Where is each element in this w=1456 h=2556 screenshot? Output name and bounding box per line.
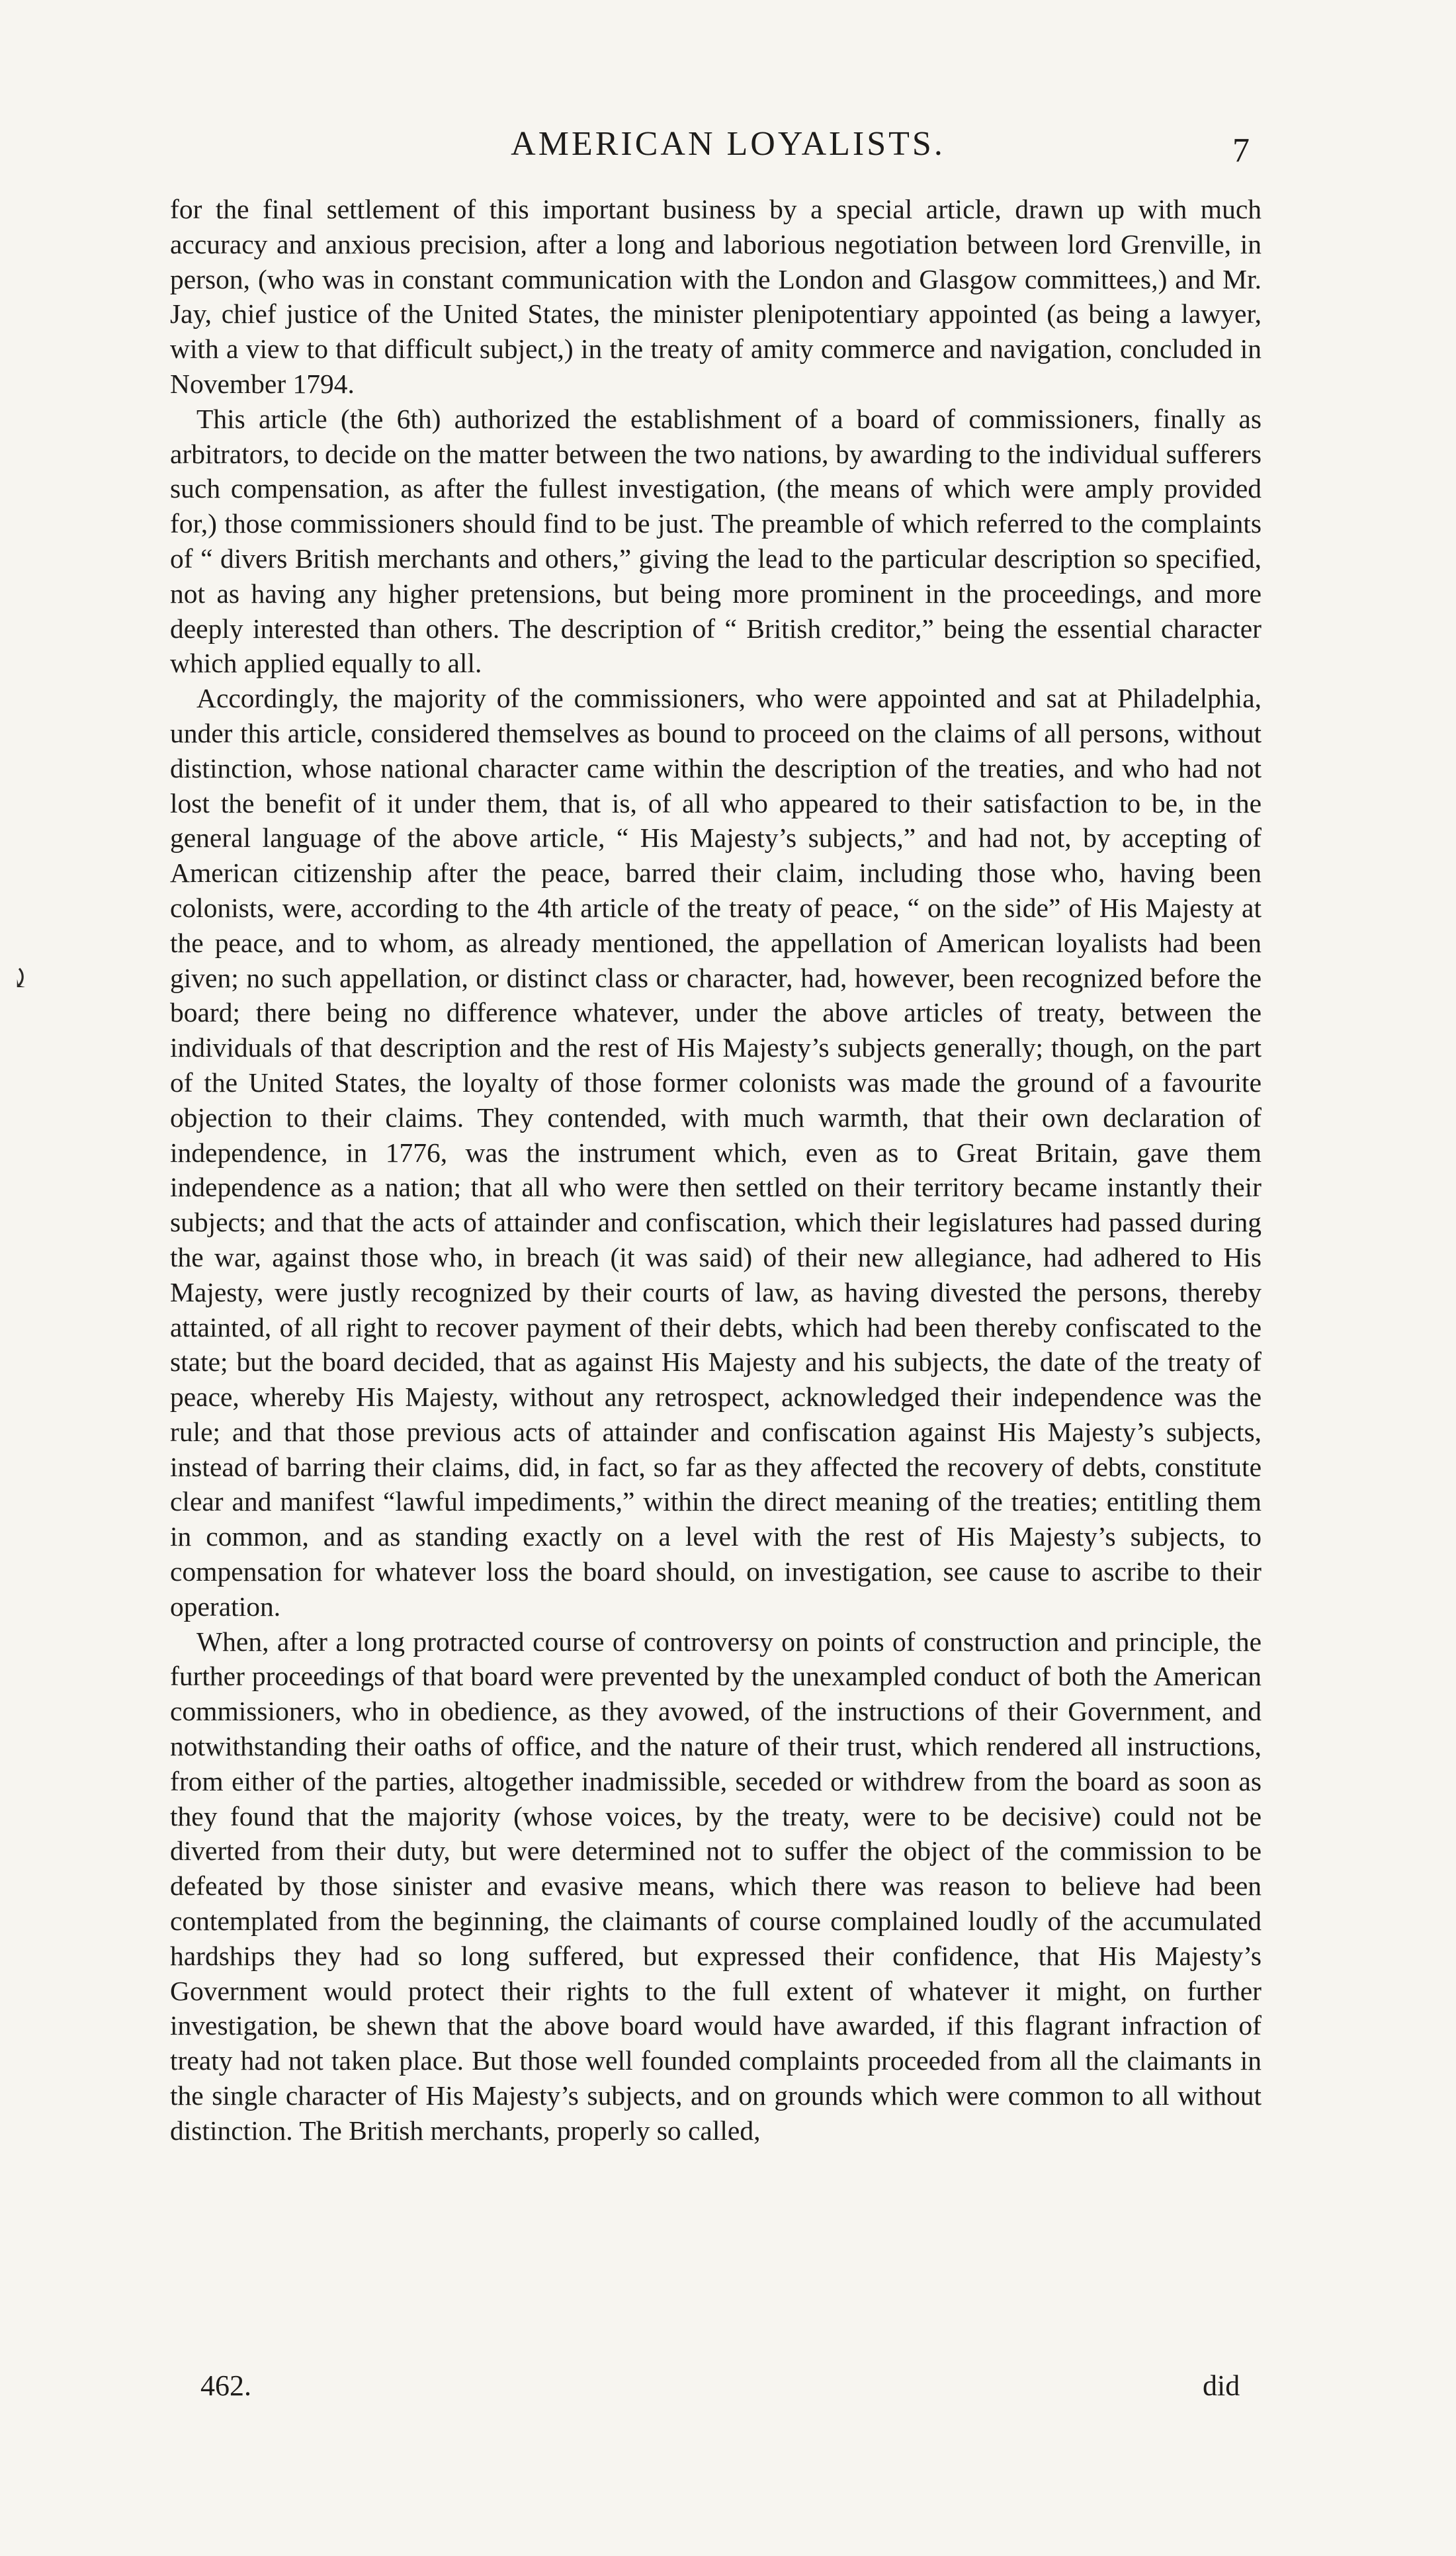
signature-mark: 462. xyxy=(200,2369,251,2402)
running-title: AMERICAN LOYALISTS. xyxy=(511,125,945,163)
catchword: did xyxy=(1203,2369,1240,2402)
page-number: 7 xyxy=(1232,132,1250,169)
margin-mark: ⤸ xyxy=(9,963,32,993)
body-text xyxy=(170,192,1262,2148)
paragraph-2: This article (the 6th) authorized the establishment of a board of commissioners, finally as arbitrators, to decide on the matter between the two nations, by awarding to the individual sufferers such compensation, as after the fullest investigation, (the means of which were amply provided for,) those commissioners should find to be just. The preamble of which referred to the complaints of “ divers British merchants and others,” giving the lead to the particular description so specified, not as having any higher pretensions, but being more prominent in the proceedings, and more deeply interested than others. The description of “ British creditor,” being the essential character which applied equally to all. xyxy=(170,403,1262,679)
paragraph-1: for the final settlement of this important business by a special article, drawn up with much accuracy and anxious precision, after a long and laborious negotiation between lord Grenville, in person, (who was in constant communication with the London and Glasgow committees,) and Mr. Jay, chief justice of the United States, the minister plenipotentiary appointed (as being a lawyer, with a view to that difficult subject,) in the treaty of amity commerce and navigation, concluded in November 1794. xyxy=(170,194,1262,399)
paragraph-4: When, after a long protracted course of controversy on points of construction and principle, the further proceedings of that board were prevented by the unexampled conduct of both the American commissioners, who in obedience, as they avowed, of the instructions of their Government, and notwithstanding their oaths of office, and the nature of their trust, which rendered all instructions, from either of the parties, altogether inadmissible, seceded or withdrew from the board as soon as they found that the majority (whose voices, by the treaty, were to be decisive) could not be diverted from their duty, but were determined not to suffer the object of the commission to be defeated by those sinister and evasive means, which there was reason to believe had been contemplated from the beginning, the claimants of course complained loudly of the accumulated hardships they had so long suffered, but expressed their confidence, that His Majesty’s Government would protect their rights to the full extent of whatever it might, on further investigation, be shewn that the above board would have awarded, if this flagrant infraction of treaty had not taken place. But those well founded complaints proceeded from all the claimants in the single character of His Majesty’s subjects, and on grounds which were common to all without distinction. The British merchants, properly so called, xyxy=(170,1626,1262,2146)
paragraph-3: Accordingly, the majority of the commissioners, who were appointed and sat at Philadelphia, under this article, considered themselves as bound to proceed on the claims of all persons, without distinction, whose national character came within the description of the treaties, and who had not lost the benefit of it under them, that is, of all who appeared to their satisfaction to be, in the general language of the above article, “ His Majesty’s subjects,” and had not, by accepting of American citizenship after the peace, barred their claim, including those who, having been colonists, were, according to the 4th article of the treaty of peace, “ on the side” of His Majesty at the peace, and to whom, as already mentioned, the appellation of American loyalists had been given; no such appellation, or distinct class or character, had, however, been recognized before the board; there being no difference whatever, under the above articles of treaty, between the individuals of that description and the rest of His Majesty’s subjects generally; though, on the part of the United States, the loyalty of those former colonists was made the ground of a favourite objection to their claims. They contended, with much warmth, that their own declaration of independence, in 1776, was the instrument which, even as to Great Britain, gave them independence as a nation; that all who were then settled on their territory became instantly their subjects; and that the acts of attainder and confiscation, which their legislatures had passed during the war, against those who, in breach (it was said) of their new allegiance, had adhered to His Majesty, were justly recognized by their courts of law, as having divested the persons, thereby attainted, of all right to recover payment of their debts, which had been thereby confiscated to the state; but the board decided, that as against His Majesty and his subjects, the date of the treaty of peace, whereby His Majesty, without any retrospect, acknowledged their independence was the rule; and that those previous acts of attainder and confiscation against His Majesty’s subjects, instead of barring their claims, did, in fact, so far as they affected the recovery of debts, constitute clear and manifest “lawful impediments,” within the direct meaning of the treaties; entitling them in common, and as standing exactly on a level with the rest of His Majesty’s subjects, to compensation for whatever loss the board should, on investigation, see cause to ascribe to their operation. xyxy=(170,683,1262,1622)
